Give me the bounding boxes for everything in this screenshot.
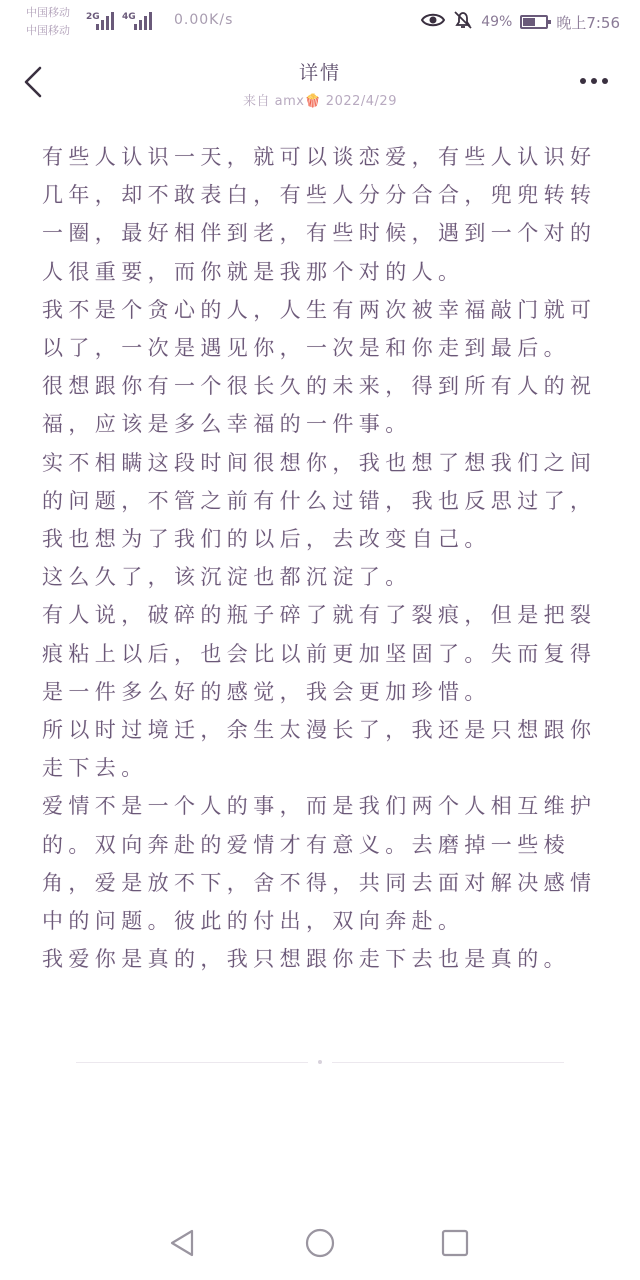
paragraph: 实不相瞒这段时间很想你，我也想了想我们之间的问题，不管之前有什么过错，我也反思过了，我也想为了我们的以后，去改变自己。 [42, 450, 597, 552]
divider-line-left [76, 1062, 308, 1063]
battery-percent: 49% [481, 14, 513, 30]
more-options-button[interactable] [576, 74, 612, 88]
paragraph: 很想跟你有一个很长久的未来，得到所有人的祝福，应该是多么幸福的一件事。 [42, 374, 597, 437]
paragraph: 这么久了，该沉淀也都沉淀了。 [42, 565, 412, 590]
eye-icon [421, 12, 445, 32]
network-type-2: 4G [122, 12, 136, 22]
carrier-labels [26, 4, 70, 40]
more-dot [580, 78, 586, 84]
clock: 晚上7:56 [556, 13, 620, 32]
network-speed: 0.00K/s [174, 12, 234, 28]
more-dot [591, 78, 597, 84]
battery-icon [520, 15, 548, 29]
nav-home-button[interactable] [303, 1226, 337, 1260]
square-recent-icon [438, 1226, 472, 1260]
signal-bars-1-icon [96, 12, 114, 30]
paragraph: 有人说，破碎的瓶子碎了就有了裂痕，但是把裂痕粘上以后，也会比以前更加坚固了。失而复得是一件多么好的感觉，我会更加珍惜。 [42, 603, 597, 704]
carrier-1-label: 中国移动 [26, 6, 70, 19]
paragraph: 所以时过境迁，余生太漫长了，我还是只想跟你走下去。 [42, 718, 597, 781]
note-content [42, 138, 598, 978]
bell-off-icon [453, 10, 473, 34]
header [0, 44, 640, 120]
post-source-date: 来自 amx🍿 2022/4/29 [243, 94, 397, 109]
paragraph: 我爱你是真的，我只想跟你走下去也是真的。 [42, 947, 570, 972]
network-type-1: 2G [86, 12, 100, 22]
divider-line-right [332, 1062, 564, 1063]
circle-home-icon [303, 1226, 337, 1260]
divider-dot [318, 1060, 322, 1064]
carrier-2-label: 中国移动 [26, 24, 70, 37]
nav-recent-button[interactable] [438, 1226, 472, 1260]
triangle-back-icon [166, 1226, 200, 1260]
more-dot [602, 78, 608, 84]
status-bar [0, 0, 640, 44]
status-right [421, 10, 620, 34]
system-nav-bar [0, 1210, 640, 1280]
paragraph: 爱情不是一个人的事，而是我们两个人相互维护的。双向奔赴的爱情才有意义。去磨掉一些棱角，爱是放不下，舍不得，共同去面对解决感情中的问题。彼此的付出，双向奔赴。 [42, 794, 597, 934]
paragraph: 我不是个贪心的人，人生有两次被幸福敲门就可以了，一次是遇见你，一次是和你走到最后。 [42, 297, 597, 361]
signal-bars-2-icon [134, 12, 152, 30]
page-title: 详情 [298, 62, 341, 84]
paragraph: 有些人认识一天，就可以谈恋爱，有些人认识好几年，却不敢表白，有些人分分合合，兜兜转转一圈，最好相伴到老，有些时候，遇到一个对的人很重要，而你就是我那个对的人。 [42, 145, 597, 284]
content-divider [76, 1062, 564, 1063]
nav-back-button[interactable] [166, 1226, 200, 1260]
